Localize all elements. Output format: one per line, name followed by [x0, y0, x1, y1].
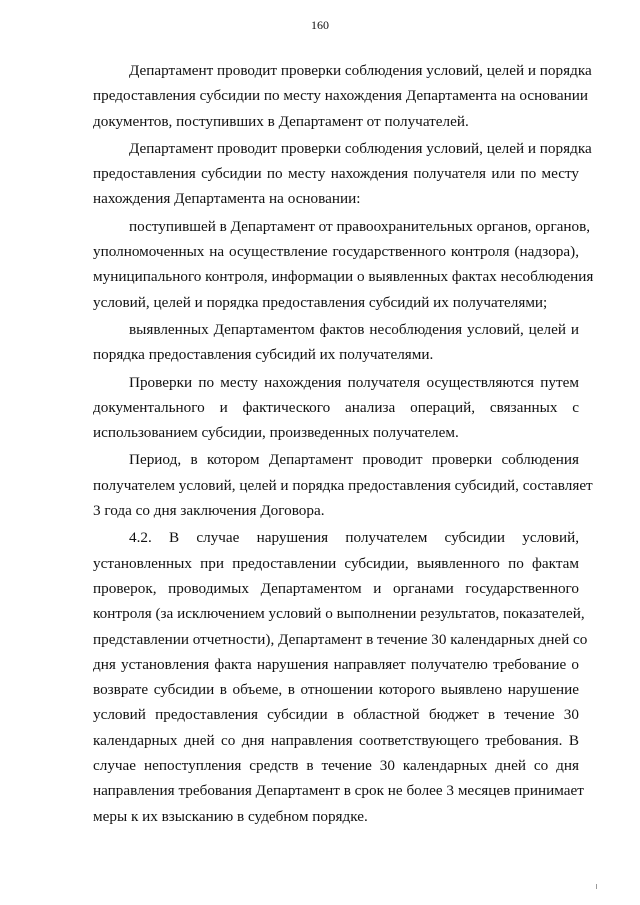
text-line: условий предоставления субсидии в областной бюджет в течение 30 [93, 706, 579, 724]
page-number: 160 [311, 18, 329, 32]
text-line: документов, поступивших в Департамент от получателей. [93, 112, 469, 130]
paragraph [93, 317, 579, 368]
text-line: муниципального контроля, информации о выявленных фактах несоблюдения [93, 268, 594, 286]
text-line: нахождения Департамента на основании: [93, 190, 361, 208]
text-line: дня установления факта нарушения направляет получателю требование о [93, 655, 579, 673]
document-body [93, 58, 594, 829]
text-line: поступившей в Департамент от правоохранительных органов, органов, [129, 217, 591, 235]
text-line: условий, целей и порядка предоставления субсидий их получателями; [93, 293, 548, 311]
text-line: выявленных Департаментом фактов несоблюдения условий, целей и [129, 320, 579, 338]
paragraph [93, 58, 592, 134]
text-line: представлении отчетности), Департамент в течение 30 календарных дней со [93, 630, 588, 648]
text-line: календарных дней со дня направления соответствующего требования. В [93, 731, 579, 749]
text-line: Проверки по месту нахождения получателя осуществляются путем [129, 373, 579, 391]
text-line: документального и фактического анализа операций, связанных с [93, 398, 579, 416]
text-line: порядка предоставления субсидий их получателями. [93, 346, 434, 364]
paragraph [93, 214, 594, 315]
paragraph [93, 525, 588, 829]
text-line: случае непоступления средств в течение 30 календарных дней со дня [93, 757, 579, 775]
text-line: Период, в котором Департамент проводит проверки соблюдения [129, 451, 579, 469]
text-line: возврате субсидии в объеме, в отношении которого выявлено нарушение [93, 681, 579, 699]
paragraph [93, 136, 592, 212]
text-line: получателем условий, целей и порядка предоставления субсидий, составляет [93, 476, 593, 494]
text-line: использованием субсидии, произведенных получателем. [93, 424, 459, 442]
text-line: установленных при предоставлении субсидии, выявленного по фактам [93, 554, 579, 572]
text-line: контроля (за исключением условий о выполнении результатов, показателей, [93, 605, 585, 623]
text-line: проверок, проводимых Департаментом и органами государственного [93, 579, 579, 597]
text-line: направления требования Департамент в срок не более 3 месяцев принимает [93, 782, 584, 800]
text-line: меры к их взысканию в судебном порядке. [93, 807, 368, 825]
text-line: Департамент проводит проверки соблюдения условий, целей и порядка [129, 62, 592, 79]
text-line: уполномоченных на осуществление государственного контроля (надзора), [93, 243, 579, 261]
text-line: предоставления субсидии по месту нахождения получателя или по месту [93, 165, 579, 183]
paragraph [93, 447, 593, 523]
paragraph [93, 370, 579, 446]
text-line: 3 года со дня заключения Договора. [93, 502, 325, 520]
text-line: 4.2. В случае нарушения получателем субсидии условий, [129, 529, 579, 547]
text-line: предоставления субсидии по месту нахождения Департамента на основании [93, 87, 588, 105]
text-line: Департамент проводит проверки соблюдения условий, целей и порядка [129, 139, 592, 157]
scan-artifact [596, 884, 597, 889]
